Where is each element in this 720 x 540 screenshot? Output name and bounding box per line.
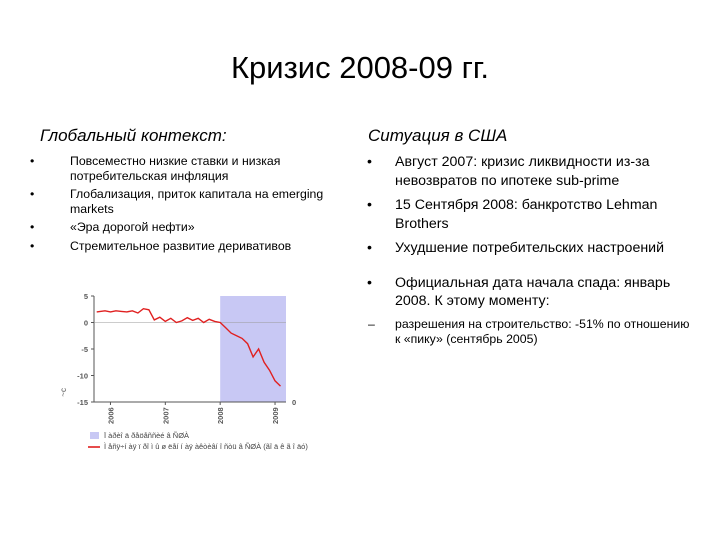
bullet-marker: • xyxy=(30,154,35,168)
list-item xyxy=(30,220,340,235)
list-item xyxy=(367,239,695,258)
list-item-text: «Эра дорогой нефти» xyxy=(70,220,195,235)
recession-band xyxy=(220,296,286,402)
y-tick-label: -15 xyxy=(77,398,88,407)
bullet-marker: • xyxy=(367,274,372,291)
x-tick-label: 2007 xyxy=(161,407,171,424)
legend-label: Ì åñÿ÷í àÿ ï ðî ì û ø ëåí í àÿ àêòèâí î ñòü â ÑØÀ (ãî ä ê ã î äó) xyxy=(104,442,308,451)
legend-swatch-band xyxy=(90,432,99,439)
y-tick-label: -10 xyxy=(77,371,88,381)
list-item xyxy=(367,196,695,233)
list-item-text: Официальная дата начала спада: январь 2008. К этому моменту: xyxy=(395,274,671,309)
bullet-marker: • xyxy=(367,240,372,256)
y-tick-label: 5 xyxy=(83,292,88,301)
y-tick-label: -5 xyxy=(81,345,88,354)
list-item-text: Повсеместно низкие ставки и низкая потребительская инфляция xyxy=(70,154,281,183)
y-axis-label: ~c xyxy=(59,388,68,397)
list-item xyxy=(367,274,695,311)
x-tick-label: 2008 xyxy=(216,407,226,424)
x-tick-label: 2006 xyxy=(106,407,116,424)
y-tick-label: 0 xyxy=(83,318,88,328)
right-column-heading: Ситуация в США xyxy=(368,126,508,145)
list-item xyxy=(367,153,695,190)
bullet-marker: • xyxy=(30,220,35,235)
list-item-text: разрешения на строительство: -51% по отношению к «пику» (сентябрь 2005) xyxy=(395,316,690,346)
production-chart xyxy=(58,286,308,464)
dash-marker: – xyxy=(368,316,375,331)
list-item xyxy=(30,154,340,183)
list-item-text: Глобализация, приток капитала на emerging markets xyxy=(70,187,324,216)
bullet-marker: • xyxy=(30,187,35,202)
bullet-marker: • xyxy=(367,154,372,170)
bullet-marker: • xyxy=(367,197,372,213)
left-column-heading: Глобальный контекст: xyxy=(40,126,227,145)
bullet-marker: • xyxy=(30,238,35,253)
left-bullet-list xyxy=(30,154,340,258)
list-item-text: Стремительное развитие деривативов xyxy=(70,238,292,253)
chart-svg xyxy=(58,286,308,464)
list-item-text: Ухудшение потребительских настроений xyxy=(395,240,665,256)
list-item xyxy=(30,187,340,216)
list-item-text: Август 2007: кризис ликвидности из-за невозвратов по ипотеке sub-prime xyxy=(395,154,650,189)
list-item-text: 15 Сентября 2008: банкротство Lehman Brothers xyxy=(395,197,658,232)
right-tick-label: 0 xyxy=(292,398,297,407)
list-item xyxy=(30,238,340,254)
legend-label: Ï àðèî ä ðåöåññèé â ÑØÀ xyxy=(104,431,190,440)
x-tick-label: 2009 xyxy=(271,407,281,424)
right-bullet-list xyxy=(367,153,695,354)
sub-list-item xyxy=(368,316,695,348)
slide-title: Кризис 2008-09 гг. xyxy=(230,50,490,85)
